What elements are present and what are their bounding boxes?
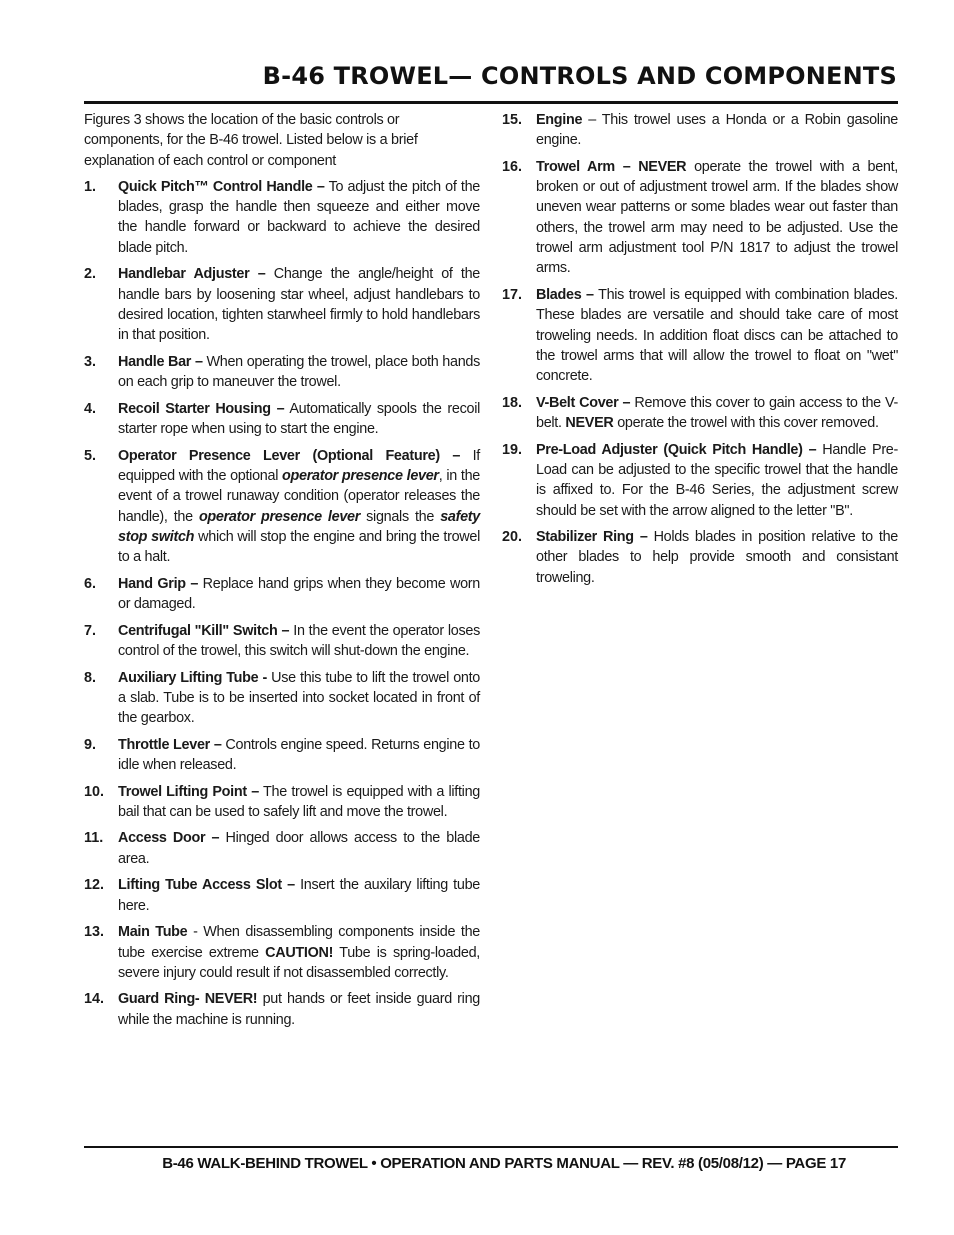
footer-divider [84,1146,898,1148]
item-number: 18. [502,394,523,411]
item-body: When operating the trowel, place both hands on each grip to maneuver the trowel. [118,353,481,391]
item-emphasis: operator presence lever [282,467,439,484]
item-text [118,352,480,393]
list-item [84,828,480,869]
page-footer: B-46 WALK-BEHIND TROWEL • OPERATION AND PARTS MANUAL — REV. #8 (05/08/12) — PAGE 17 [162,1155,846,1172]
item-text [118,828,480,869]
list-item [84,621,480,662]
item-body: If equipped with the optional [118,447,480,484]
item-body: Insert the auxilary lifting tube here. [118,877,480,914]
item-lead: Centrifugal "Kill" Switch – [118,622,290,639]
list-item [502,393,898,434]
list-item [84,735,480,776]
item-text [536,157,898,279]
item-number: 5. [84,447,97,464]
intro-paragraph: Figures 3 shows the location of the basic controls or components, for the B-46 trowel. Listed below is a brief explanation of each control or component [84,112,418,169]
item-number: 8. [84,669,97,686]
item-body: signals the [360,508,441,525]
item-text [118,989,480,1030]
item-lead: Main Tube [118,924,188,941]
item-body: Hinged door allows access to the blade area. [118,830,480,867]
item-number: 16. [502,158,523,175]
item-lead: Handle Bar – [118,353,203,370]
item-number: 11. [84,830,104,847]
list-item [502,285,898,386]
left-column [84,110,480,1036]
item-lead: Recoil Starter Housing – [118,400,285,417]
list-item [84,264,480,345]
item-text [536,393,898,434]
list-item [502,440,898,521]
item-body: To adjust the pitch of the blades, grasp the handle then squeeze and either move the handle forward or backward to achieve the desired blade pitch. [118,178,480,256]
item-body: operate the trowel with a bent, broken or out of adjustment trowel arm. If the blades show uneven wear patterns or some blades wear out faster than others, the trowel arm may need to be adjusted. Use the trowel arm adjustment tool P/N 1817 to adjust the trowel arms. [536,158,898,277]
item-number: 3. [84,353,97,370]
item-number: 14. [84,991,105,1008]
item-body: , in the event of a trowel runaway condition (operator releases the handle), the [118,467,480,525]
item-lead: Handlebar Adjuster – [118,266,266,283]
item-body: The trowel is equipped with a lifting bail that can be used to safely lift and move the trowel. [118,783,480,820]
item-lead: Auxiliary Lifting Tube - [118,669,267,686]
item-lead: Engine [536,112,583,128]
item-number: 17. [502,286,523,303]
item-body: operate the trowel with this cover removed. [613,415,879,432]
item-body: - When disassembling components inside the tube exercise extreme [118,924,480,961]
list-item [84,875,480,916]
item-lead: Stabilizer Ring – [536,529,648,546]
item-number: 9. [84,736,97,753]
item-number: 4. [84,400,97,417]
item-lead: Lifting Tube Access Slot – [118,877,295,894]
list-item [84,352,480,393]
list-item [502,527,898,588]
item-number: 19. [502,441,523,458]
item-body: Automatically spools the recoil starter rope when using to start the engine. [118,400,480,438]
item-number: 6. [84,575,97,592]
item-body: Tube is spring-loaded, severe injury could result if not disassembled correctly. [118,944,480,981]
item-number: 20. [502,529,523,546]
item-body: put hands or feet inside guard ring while the machine is running. [118,991,480,1028]
item-body: In the event the operator loses control of the trowel, this switch will shut-down the engine. [118,622,480,659]
page-title: B-46 TROWEL— CONTROLS AND COMPONENTS [262,62,897,90]
right-column [502,110,898,594]
item-body: Replace hand grips when they become worn or damaged. [118,575,481,613]
item-body: Handle Pre-Load can be adjusted to the specific trowel that the handle is affixed to. For the B-46 Series, the adjustment screw should be set with the arrow aligned to the letter "B". [536,441,899,519]
item-body: – This trowel uses a Honda or a Robin gasoline engine. [536,112,898,149]
item-body: This trowel is equipped with combination blades. These blades are versatile and should take care of most troweling needs. In addition float discs can be attached to the trowel arms that will allow the trowel to float on "wet" concrete. [536,286,898,385]
item-number: 13. [84,924,105,941]
item-number: 10. [84,783,105,800]
list-item [502,110,898,151]
item-body: Remove this cover to gain access to the V-belt. [536,394,899,432]
item-lead: Throttle Lever – [118,736,222,753]
list-item [84,399,480,440]
item-body: Holds blades in position relative to the other blades to help provide smooth and consistant troweling. [536,529,898,586]
item-number: 15. [502,112,523,128]
item-strong: NEVER [565,415,614,432]
item-body: which will stop the engine and bring the trowel to a halt. [118,528,480,566]
item-lead: Trowel Lifting Point – [118,783,259,800]
list-item [84,782,480,823]
item-text [118,735,480,776]
list-item [84,574,480,615]
item-number: 1. [84,178,97,195]
item-body: Change the angle/height of the handle bars by loosening star wheel, adjust handlebars to desired location, tighten starwheel firmly to hold handlebars in that position. [118,266,481,344]
item-lead: Pre-Load Adjuster (Quick Pitch Handle) – [536,441,817,458]
item-emphasis: operator presence lever [198,508,361,525]
item-number: 12. [84,877,105,894]
item-text [118,177,480,258]
item-text [118,922,480,983]
item-lead: Hand Grip – [118,575,199,592]
item-text [536,285,898,386]
item-lead: Trowel Arm – NEVER [536,158,687,175]
item-text [118,264,480,345]
item-body: Controls engine speed. Returns engine to idle when released. [118,736,480,773]
item-emphasis: safety stop switch [118,508,480,545]
item-body: Use this tube to lift the trowel onto a slab. Tube is to be inserted into socket located in front of the gearbox. [118,669,480,727]
item-text [118,399,480,440]
list-item [502,157,898,279]
item-text [118,621,480,662]
item-lead: V-Belt Cover – [536,394,631,411]
item-number: 2. [84,266,97,283]
list-item [84,446,480,568]
item-lead: Guard Ring- NEVER! [118,991,258,1008]
list-item [84,989,480,1030]
item-text [118,446,480,568]
title-divider [84,101,898,104]
item-text [118,875,480,916]
item-text [118,782,480,823]
item-lead: Access Door – [118,830,220,847]
item-text [536,110,898,151]
list-item [84,177,480,258]
item-lead: Quick Pitch™ Control Handle – [118,178,325,195]
item-text [118,574,480,615]
item-strong: CAUTION! [265,944,334,961]
list-item [84,668,480,729]
item-number: 7. [84,622,97,639]
item-text [536,440,898,521]
item-lead: Blades – [536,286,594,303]
item-text [536,527,898,588]
list-item [84,922,480,983]
item-text [118,668,480,729]
item-lead: Operator Presence Lever (Optional Feature) – [118,447,461,464]
